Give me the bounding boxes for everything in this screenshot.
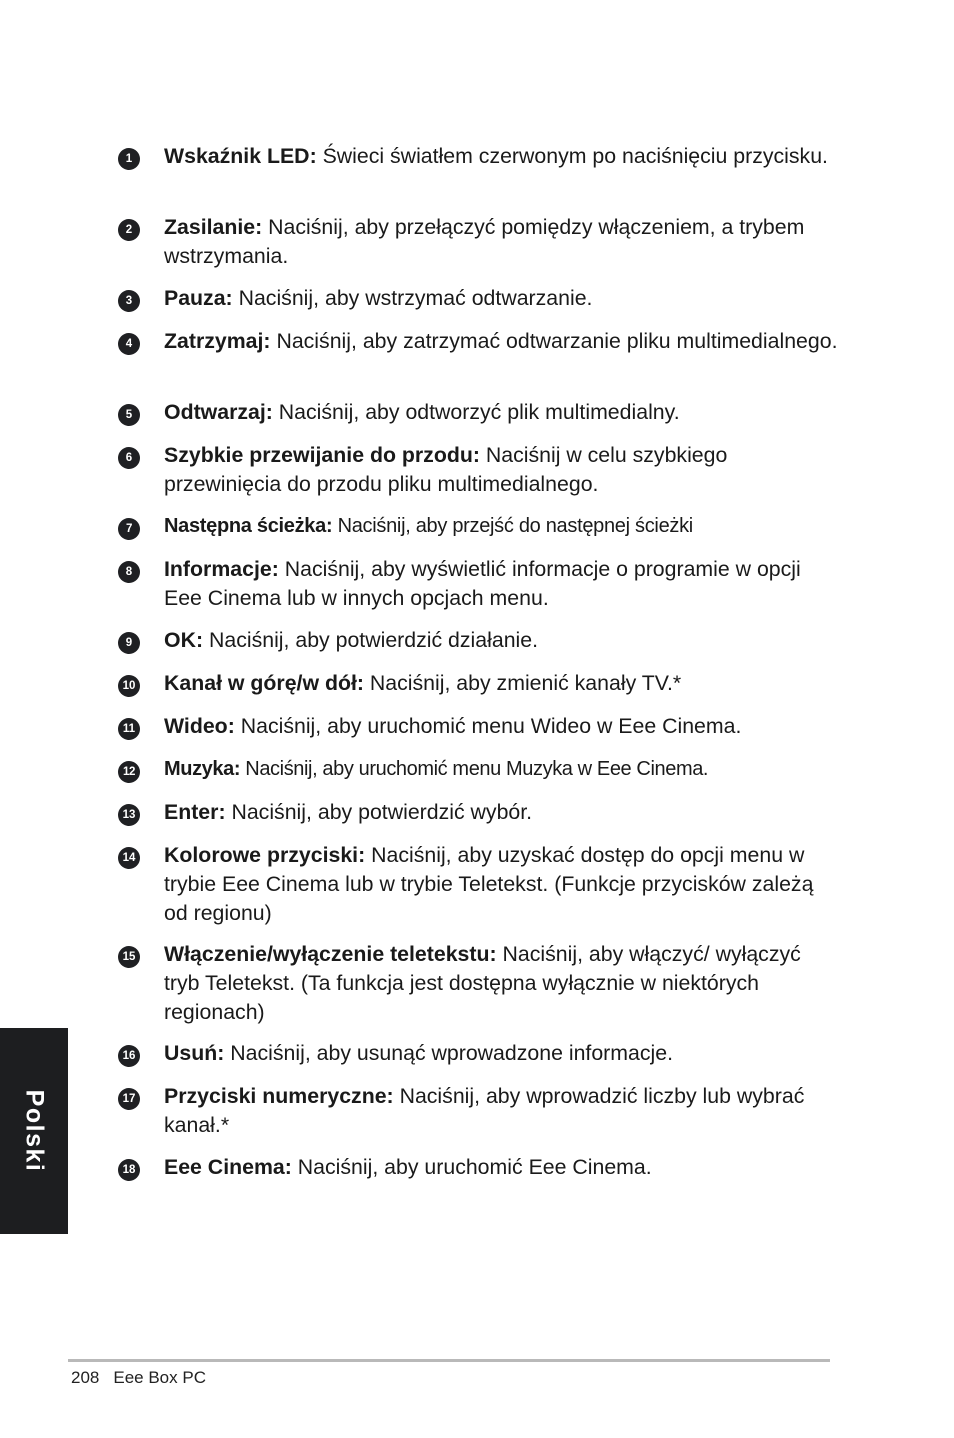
list-item xyxy=(118,798,838,827)
item-description: Naciśnij, aby zatrzymać odtwarzanie pliku multimedialnego. xyxy=(276,329,838,353)
callout-number-badge: 16 xyxy=(118,1045,140,1067)
item-description: Naciśnij, aby wstrzymać odtwarzanie. xyxy=(238,286,593,310)
list-item xyxy=(118,712,838,741)
item-label: Włączenie/wyłączenie teletekstu: xyxy=(164,942,497,966)
item-description: Świeci światłem czerwonym po naciśnięciu przycisku. xyxy=(322,144,828,168)
callout-number-badge: 2 xyxy=(118,219,140,241)
callout-number-badge: 10 xyxy=(118,675,140,697)
list-item xyxy=(118,841,838,926)
callout-number-badge: 17 xyxy=(118,1088,140,1110)
item-description: Naciśnij, aby uruchomić Eee Cinema. xyxy=(297,1155,652,1179)
item-description: Naciśnij, aby przejść do następnej ścieżki xyxy=(337,515,693,537)
item-label: Eee Cinema: xyxy=(164,1155,292,1179)
list-item xyxy=(118,398,838,427)
item-label: Enter: xyxy=(164,800,226,824)
list-item xyxy=(118,142,838,199)
list-item xyxy=(118,755,838,784)
list-item xyxy=(118,626,838,655)
item-description: Naciśnij, aby uruchomić menu Wideo w Eee Cinema. xyxy=(240,714,742,738)
callout-number-badge: 12 xyxy=(118,761,140,783)
list-item xyxy=(118,1082,838,1139)
list-item xyxy=(118,327,838,384)
callout-number-badge: 18 xyxy=(118,1159,140,1181)
callout-number-badge: 8 xyxy=(118,561,140,583)
callout-number-badge: 9 xyxy=(118,632,140,654)
item-description: Naciśnij, aby przełączyć pomiędzy włączeniem, a trybem wstrzymania. xyxy=(164,215,805,268)
item-description: Naciśnij w celu szybkiego przewinięcia do przodu pliku multimedialnego. xyxy=(164,443,728,496)
callout-number-badge: 5 xyxy=(118,404,140,426)
callout-number-badge: 1 xyxy=(118,148,140,170)
list-item xyxy=(118,555,838,612)
product-name: Eee Box PC xyxy=(113,1368,206,1387)
callout-number-badge: 4 xyxy=(118,333,140,355)
footer-divider xyxy=(68,1359,830,1362)
item-label: Kanał w górę/w dół: xyxy=(164,671,364,695)
list-item xyxy=(118,512,838,541)
item-description: Naciśnij, aby zmienić kanały TV.* xyxy=(369,671,682,695)
button-descriptions-list xyxy=(118,142,838,1182)
item-description: Naciśnij, aby uzyskać dostęp do opcji menu w trybie Eee Cinema lub w trybie Teletekst. (Funkcje przycisków zależą od regionu) xyxy=(164,843,814,925)
item-description: Naciśnij, aby wprowadzić liczby lub wybrać kanał.* xyxy=(164,1084,805,1137)
item-label: Kolorowe przyciski: xyxy=(164,843,366,867)
callout-number-badge: 13 xyxy=(118,804,140,826)
list-item xyxy=(118,213,838,270)
item-label: Następna ścieżka: xyxy=(164,515,333,537)
item-description: Naciśnij, aby włączyć/ wyłączyć tryb Teletekst. (Ta funkcja jest dostępna wyłącznie w niektórych regionach) xyxy=(164,942,801,1024)
item-description: Naciśnij, aby potwierdzić działanie. xyxy=(208,628,539,652)
item-label: Wskaźnik LED: xyxy=(164,144,317,168)
item-label: Zasilanie: xyxy=(164,215,263,239)
item-description: Naciśnij, aby uruchomić menu Muzyka w Eee Cinema. xyxy=(245,758,709,780)
item-label: Wideo: xyxy=(164,714,235,738)
callout-number-badge: 14 xyxy=(118,847,140,869)
language-side-tab xyxy=(0,1028,68,1234)
callout-number-badge: 11 xyxy=(118,718,140,740)
item-label: Szybkie przewijanie do przodu: xyxy=(164,443,480,467)
item-label: Usuń: xyxy=(164,1041,225,1065)
item-label: OK: xyxy=(164,628,204,652)
list-item xyxy=(118,669,838,698)
list-item xyxy=(118,1153,838,1182)
item-label: Pauza: xyxy=(164,286,233,310)
callout-number-badge: 7 xyxy=(118,518,140,540)
list-item xyxy=(118,284,838,313)
language-label: Polski xyxy=(20,1089,49,1173)
list-item xyxy=(118,940,838,1025)
page-number: 208 xyxy=(71,1368,100,1387)
item-label: Muzyka: xyxy=(164,758,241,780)
callout-number-badge: 3 xyxy=(118,290,140,312)
item-description: Naciśnij, aby wyświetlić informacje o programie w opcji Eee Cinema lub w innych opcjach menu. xyxy=(164,557,801,610)
callout-number-badge: 15 xyxy=(118,946,140,968)
item-label: Przyciski numeryczne: xyxy=(164,1084,394,1108)
item-label: Zatrzymaj: xyxy=(164,329,271,353)
item-description: Naciśnij, aby odtworzyć plik multimedialny. xyxy=(278,400,680,424)
list-item xyxy=(118,1039,838,1068)
item-description: Naciśnij, aby potwierdzić wybór. xyxy=(231,800,533,824)
item-description: Naciśnij, aby usunąć wprowadzone informacje. xyxy=(230,1041,673,1065)
item-label: Odtwarzaj: xyxy=(164,400,273,424)
page-footer xyxy=(71,1368,206,1388)
item-label: Informacje: xyxy=(164,557,279,581)
list-item xyxy=(118,441,838,498)
callout-number-badge: 6 xyxy=(118,447,140,469)
